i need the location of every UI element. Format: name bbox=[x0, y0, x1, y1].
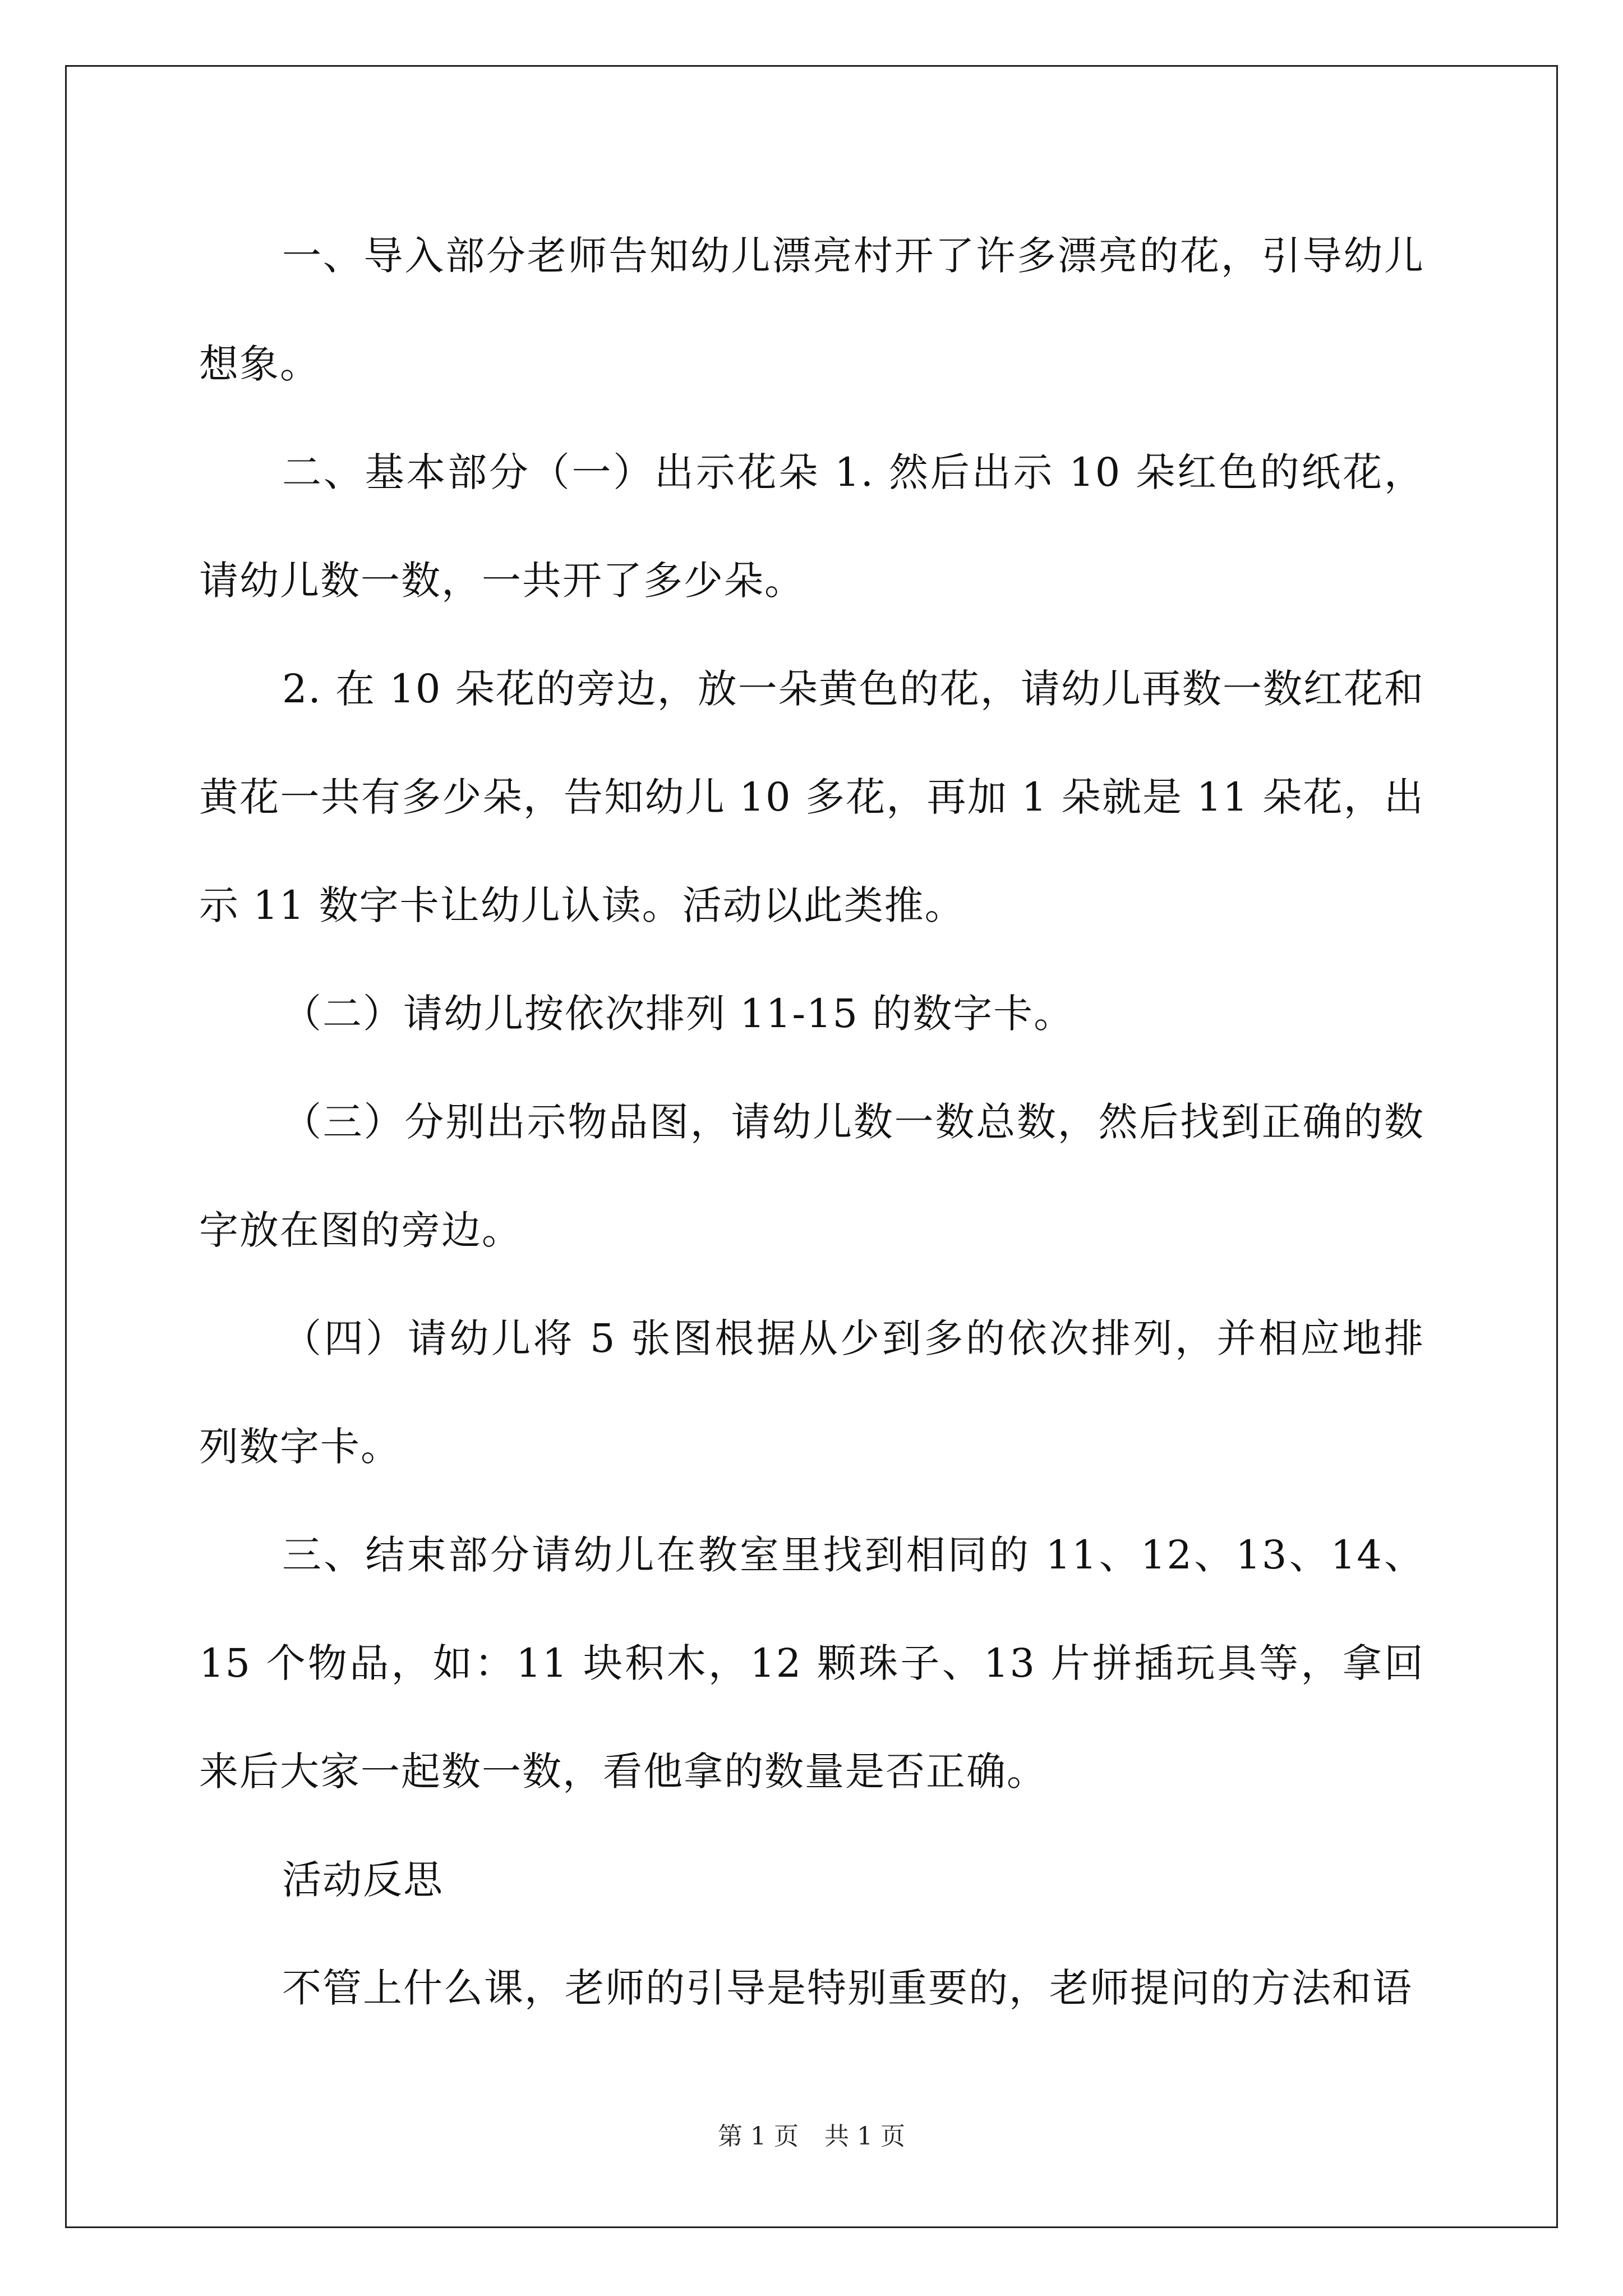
paragraph-reflection: 不管上什么课，老师的引导是特别重要的，老师提问的方法和语 bbox=[282, 1965, 1413, 2011]
page-footer bbox=[0, 2116, 1623, 2152]
heading-reflection: 活动反思 bbox=[282, 1857, 444, 1903]
paragraph-section-4: （四）请幼儿将 5 张图根据从少到多的依次排列，并相应地排列数字卡。 bbox=[199, 1315, 1424, 1470]
paragraph-ending: 三、结束部分请幼儿在教室里找到相同的 11、12、13、14、15 个物品，如：11 块积木，12 颗珠子、13 片拼插玩具等，拿回来后大家一起数一数，看他拿的数量是否正确。 bbox=[199, 1532, 1424, 1795]
document-body bbox=[199, 202, 1424, 2042]
paragraph-intro: 一、导入部分老师告知幼儿漂亮村开了许多漂亮的花，引导幼儿想象。 bbox=[199, 233, 1424, 387]
paragraph-section-2: （二）请幼儿按依次排列 11-15 的数字卡。 bbox=[282, 991, 1075, 1037]
paragraph-step-2: 2. 在 10 朵花的旁边，放一朵黄色的花，请幼儿再数一数红花和黄花一共有多少朵，告知幼儿 10 多花，再加 1 朵就是 11 朵花，出示 11 数字卡让幼儿认读。活动以此类推。 bbox=[199, 666, 1424, 928]
paragraph-basic-part: 二、基本部分（一）出示花朵 1. 然后出示 10 朵红色的纸花，请幼儿数一数，一共开了多少朵。 bbox=[199, 449, 1424, 604]
paragraph-section-3: （三）分别出示物品图，请幼儿数一数总数，然后找到正确的数字放在图的旁边。 bbox=[199, 1099, 1424, 1253]
page-number-current: 第 1 页 bbox=[718, 2122, 799, 2151]
page-number-total: 共 1 页 bbox=[824, 2122, 905, 2151]
